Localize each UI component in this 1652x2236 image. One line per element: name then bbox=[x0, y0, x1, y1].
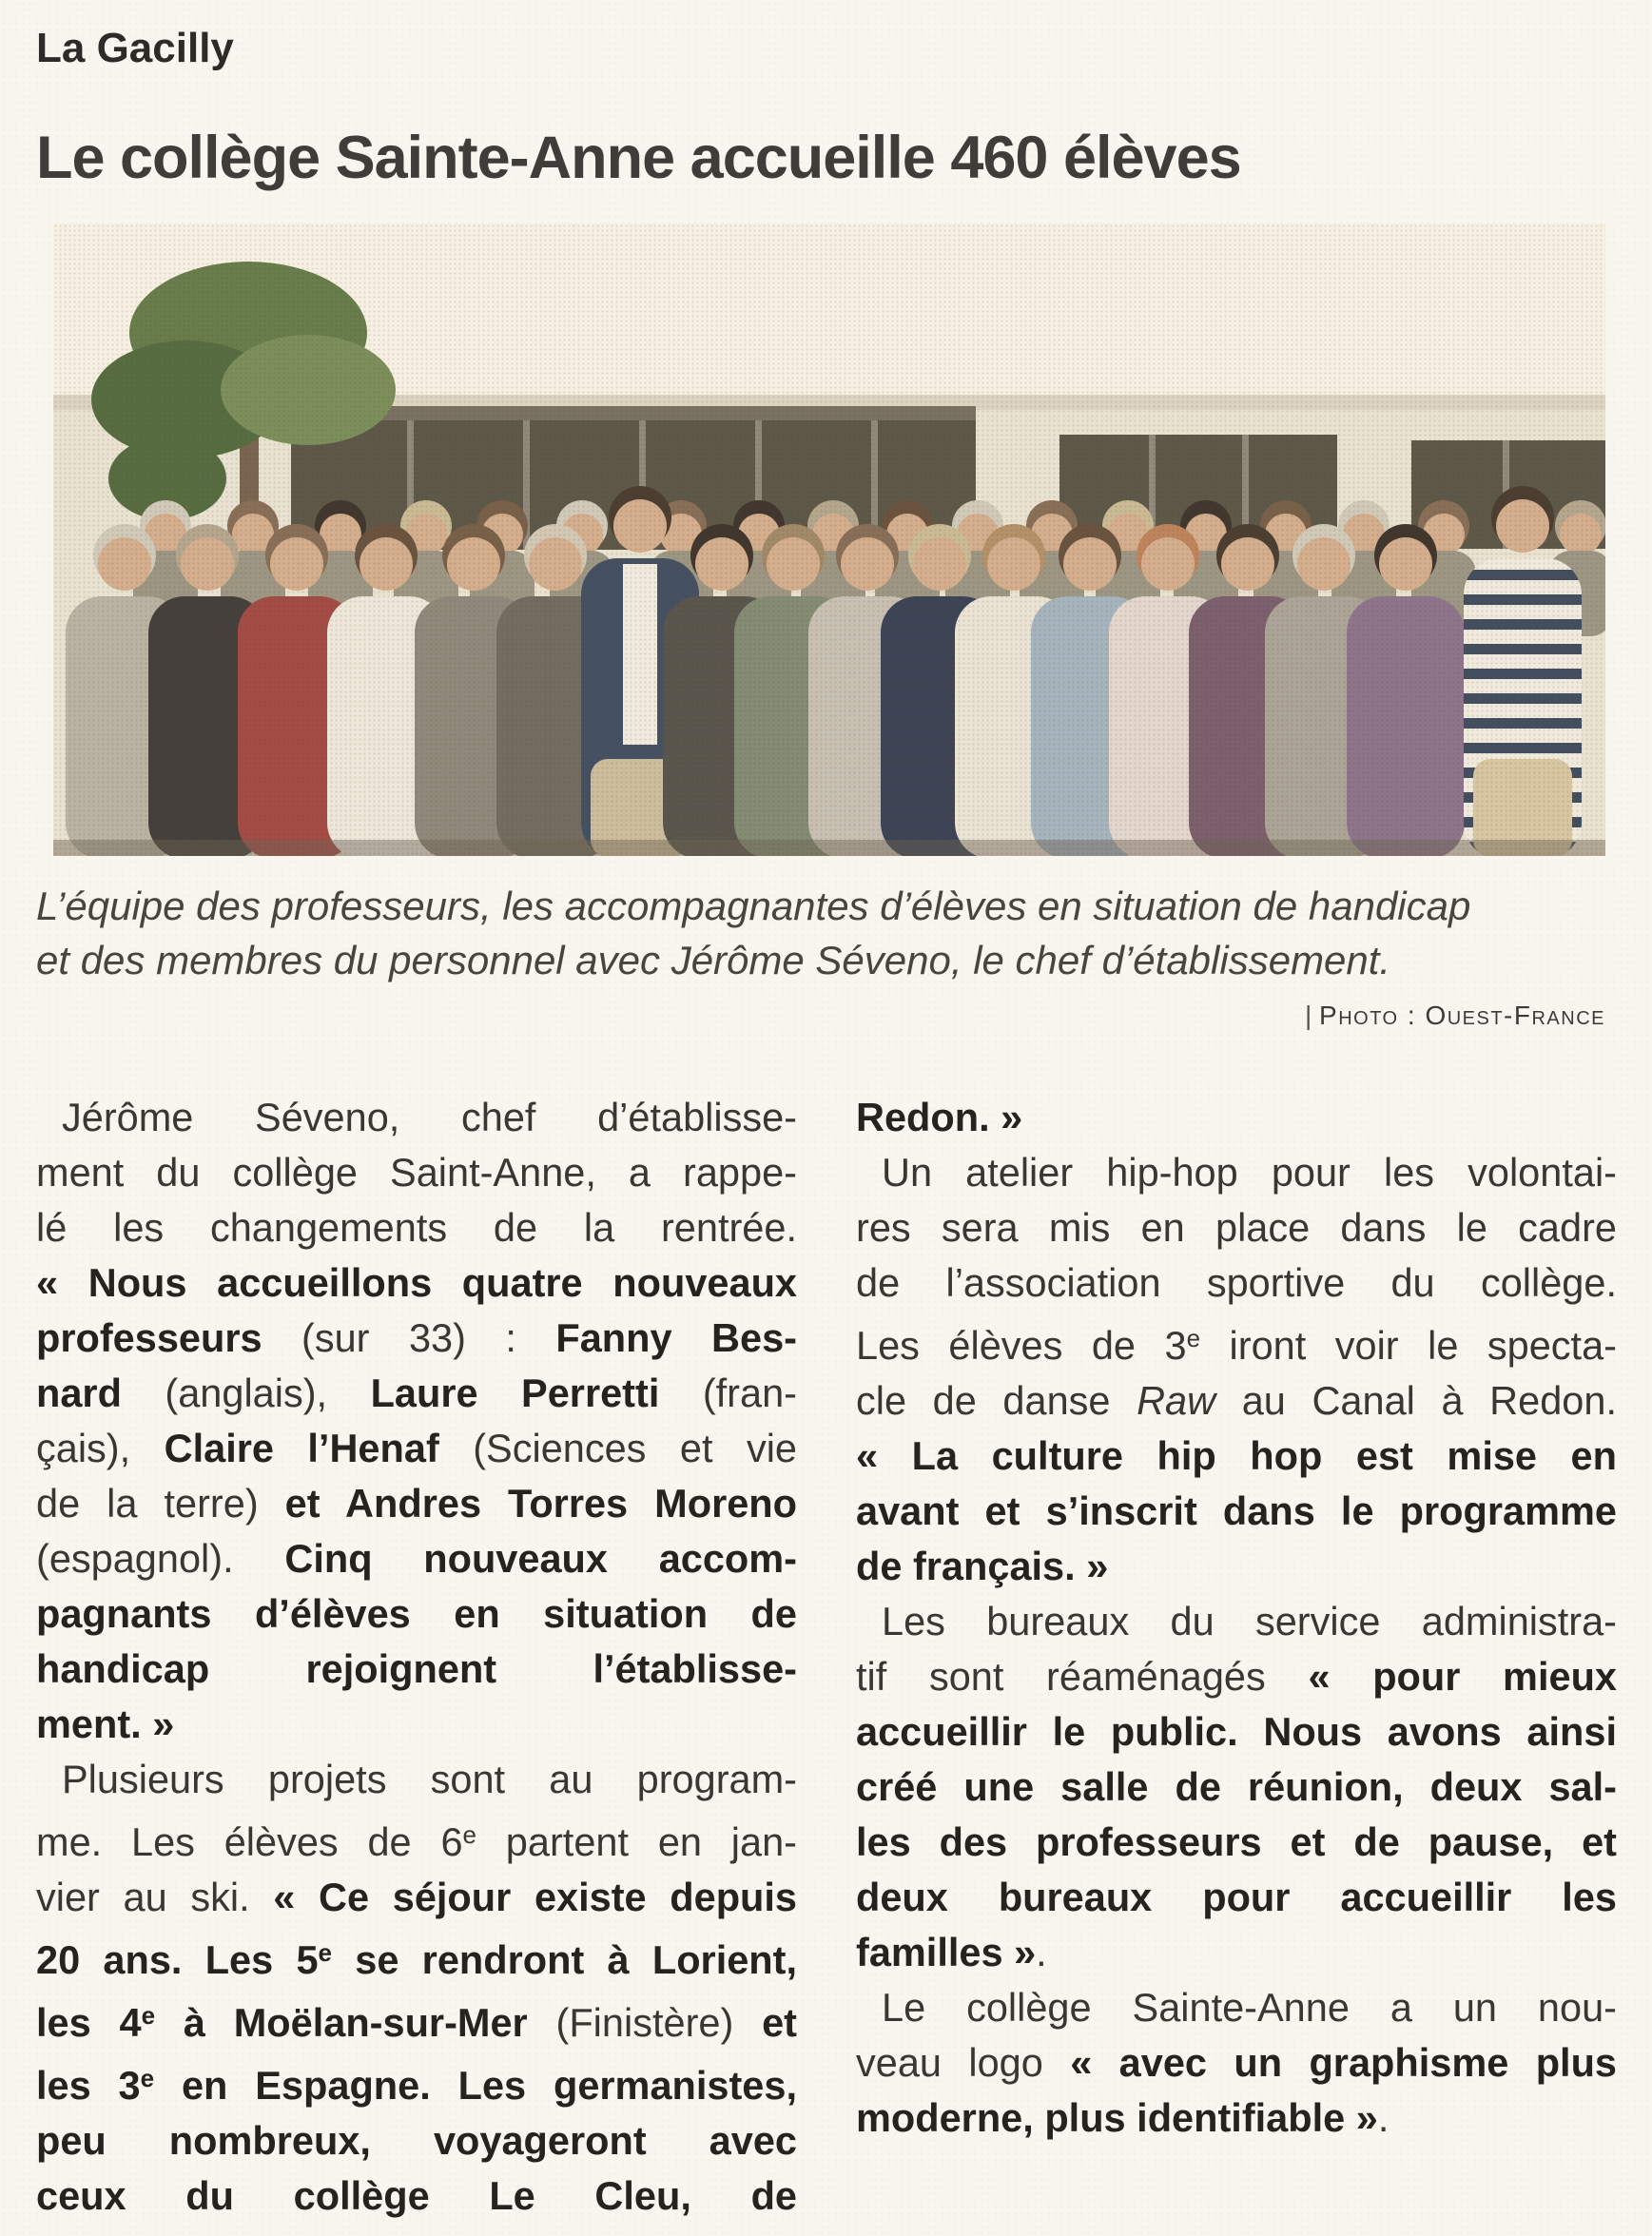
article-photo bbox=[53, 224, 1605, 856]
body-line: Le collège Sainte-Anne a un nou- bbox=[882, 1985, 1617, 2031]
photo-illustration bbox=[53, 224, 1605, 856]
credit-text: Photo : Ouest-France bbox=[1319, 1001, 1605, 1031]
body-line: Les bureaux du service administra- bbox=[882, 1599, 1617, 1644]
body-line: veau logo « avec un graphisme plus bbox=[856, 2040, 1618, 2086]
body-line: çais), Claire l’Henaf (Sciences et vie bbox=[36, 1426, 797, 1471]
body-line: deux bureaux pour accueillir les bbox=[856, 1875, 1617, 1920]
body-line: ceux du collège Le Cleu, de bbox=[36, 2173, 797, 2219]
credit-separator: | bbox=[1304, 1001, 1312, 1031]
section-kicker: La Gacilly bbox=[36, 25, 234, 71]
body-line: accueillir le public. Nous avons ainsi bbox=[856, 1709, 1617, 1755]
article-headline: Le collège Sainte-Anne accueille 460 élèves bbox=[36, 125, 1241, 191]
body-line: Un atelier hip-hop pour les volontai- bbox=[882, 1150, 1617, 1196]
body-line: vier au ski. « Ce séjour existe depuis bbox=[36, 1875, 798, 1920]
ground-shadow bbox=[53, 840, 1605, 856]
body-line: lé les changements de la rentrée. bbox=[36, 1205, 797, 1251]
body-line: familles ». bbox=[856, 1930, 1047, 1975]
body-line: les 4e à Moëlan-sur-Mer (Finistère) et bbox=[36, 2000, 797, 2046]
body-line: Les élèves de 3e iront voir le specta- bbox=[856, 1323, 1617, 1369]
body-line: de l’association sportive du collège. bbox=[856, 1260, 1617, 1306]
body-line: avant et s’inscrit dans le programme bbox=[856, 1488, 1617, 1534]
body-line: « La culture hip hop est mise en bbox=[856, 1433, 1617, 1479]
body-line: res sera mis en place dans le cadre bbox=[856, 1205, 1617, 1251]
body-line: de français. » bbox=[856, 1544, 1109, 1589]
body-line: créé une salle de réunion, deux sal- bbox=[856, 1764, 1617, 1810]
body-line: les 3e en Espagne. Les germanistes, bbox=[36, 2063, 798, 2109]
body-line: pagnants d’élèves en situation de bbox=[36, 1591, 797, 1637]
body-line: handicap rejoignent l’établisse- bbox=[36, 1646, 797, 1692]
body-line: les des professeurs et de pause, et bbox=[856, 1819, 1617, 1865]
body-line: cle de danse Raw au Canal à Redon. bbox=[856, 1378, 1617, 1424]
article-body bbox=[36, 1090, 1617, 2224]
body-line: Jérôme Séveno, chef d’établisse- bbox=[62, 1095, 797, 1140]
photo-credit bbox=[36, 1001, 1605, 1031]
body-line: nard (anglais), Laure Perretti (fran- bbox=[36, 1371, 797, 1416]
body-line: « Nous accueillons quatre nouveaux bbox=[36, 1260, 797, 1306]
column-left bbox=[36, 1090, 797, 2224]
body-line: me. Les élèves de 6e partent en jan- bbox=[36, 1819, 797, 1865]
body-line: de la terre) et Andres Torres Moreno bbox=[36, 1481, 797, 1526]
body-line: (espagnol). Cinq nouveaux accom- bbox=[36, 1536, 797, 1582]
body-line: Plusieurs projets sont au program- bbox=[62, 1757, 797, 1802]
caption-line: et des membres du personnel avec Jérôme Séveno, le chef d’établissement. bbox=[36, 938, 1391, 983]
body-line: ment du collège Saint-Anne, a rappe- bbox=[36, 1150, 797, 1196]
body-line: 20 ans. Les 5e se rendront à Lorient, bbox=[36, 1937, 798, 1983]
body-line: Redon. » bbox=[856, 1095, 1023, 1140]
body-line: tif sont réaménagés « pour mieux bbox=[856, 1654, 1617, 1700]
caption-line: L’équipe des professeurs, les accompagnantes d’élèves en situation de handicap bbox=[36, 884, 1471, 929]
body-line: moderne, plus identifiable ». bbox=[856, 2095, 1390, 2141]
photo-caption bbox=[36, 879, 1617, 987]
body-line: professeurs (sur 33) : Fanny Bes- bbox=[36, 1315, 797, 1361]
body-line: peu nombreux, voyageront avec bbox=[36, 2118, 797, 2164]
body-line: ment. » bbox=[36, 1701, 175, 1747]
column-right bbox=[856, 1090, 1617, 2224]
